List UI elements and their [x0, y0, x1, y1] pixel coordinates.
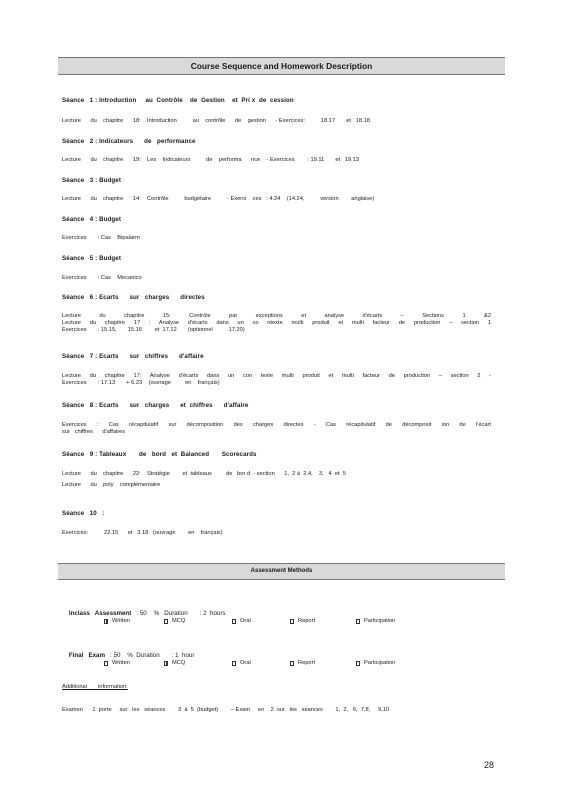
inclass-option-report[interactable]	[290, 618, 315, 624]
exam-description: Examen 1 porte sur les séances 3 à 5 (budget) – Exam en 2 sur les séances 1, 2, 6, 7,8, 9,10	[62, 707, 390, 713]
final-option-mcq[interactable]	[164, 660, 185, 666]
option-label: Participation	[364, 618, 396, 624]
option-label: Report	[298, 660, 316, 666]
seance-line: sur chiffres d'affaires	[62, 429, 126, 435]
checkbox-icon[interactable]	[290, 619, 294, 624]
option-label: MCQ	[172, 618, 186, 624]
seance-line: Exercices: 22.15 et 3.18 (ouvrage en français)	[62, 530, 223, 536]
seance-title: Séance 8 : Ecarts sur charges et chiffres d'affaire	[62, 402, 249, 409]
option-label: Written	[112, 660, 130, 666]
final-option-written[interactable]	[104, 660, 130, 666]
seance-title: Séance 3 : Budget	[62, 177, 121, 184]
seance-line: Lecture du chapitre 15: Contrôle par exceptions et analyse d'écarts – Sections 1 &2	[62, 313, 491, 319]
seance-title: Séance 5 : Budget	[62, 255, 121, 262]
inclass-assessment-label: Inclass Assessment	[68, 610, 132, 617]
seance-title: Séance 10 :	[62, 510, 105, 517]
checkbox-icon[interactable]	[356, 619, 360, 624]
inclass-assessment-detail: : 50 % Duration : 2 hours	[131, 610, 226, 617]
checkbox-icon[interactable]	[164, 661, 168, 666]
seance-title: Séance 9 : Tableaux de bord et Balanced Scorecards	[62, 451, 257, 458]
assessment-methods-header: Assessment Methods	[58, 563, 505, 580]
inclass-options	[0, 618, 565, 626]
seance-line: Lecture du chapitre 17: Analyse d'écarts dans un con texte multi produit et multi facteur de production – section 2 -	[62, 373, 491, 379]
seance-title: Séance 1 : Introduction au Contrôle de Gestion et Pri x de cession	[62, 97, 294, 104]
page-number: 28	[484, 760, 495, 770]
final-options	[0, 660, 565, 668]
inclass-option-oral[interactable]	[232, 618, 251, 624]
course-sequence-header: Course Sequence and Homework Description	[58, 57, 505, 75]
seance-line: Lecture du chapitre 18: Introduction au contrôle de gestion - Exercices: 18.17 et 18.18	[62, 118, 370, 124]
final-option-oral[interactable]	[232, 660, 251, 666]
checkbox-icon[interactable]	[164, 619, 168, 624]
option-label: Written	[112, 618, 130, 624]
option-label: MCQ	[172, 660, 186, 666]
checkbox-icon[interactable]	[356, 661, 360, 666]
inclass-option-written[interactable]	[104, 618, 130, 624]
seance-title: Séance 4 : Budget	[62, 216, 121, 223]
checkbox-icon[interactable]	[232, 661, 236, 666]
option-label: Oral	[240, 660, 251, 666]
seance-title: Séance 7 : Ecarts sur chiffres d'affaire	[62, 353, 204, 360]
final-exam-detail: : 50 % Duration : 1 hour	[105, 652, 195, 659]
checkbox-icon[interactable]	[290, 661, 294, 666]
checkbox-icon[interactable]	[104, 619, 108, 624]
seance-line: Exercices : 15.15, 15.16 et 17.12 (optionnel 17.20)	[62, 327, 245, 333]
inclass-option-participation[interactable]	[356, 618, 395, 624]
seance-line: Exercices : 17.13 + 6.23 (ouvrage en français)	[62, 380, 220, 386]
seance-line: Lecture du chapitre 19: Les Indicateurs de performa nce - Exercices : 19.11 et 19.13	[62, 157, 360, 163]
seance-line: Exercices : Cas récapitulatif sur décomposition des charges directes - Cas récapitulatif de décomposit ion de l'écart	[62, 422, 491, 428]
option-label: Oral	[240, 618, 251, 624]
seance-line: Lecture du chapitre 14: Contrôle budgétaire - Exerci ces : 4.24 (14.24, version anglaise)	[62, 196, 375, 202]
final-option-participation[interactable]	[356, 660, 395, 666]
checkbox-icon[interactable]	[232, 619, 236, 624]
seance-line: Lecture du chapitre 22: Stratégie et tableaux de bor d - section 1, 2 à 2.4, 3, 4 et 5	[62, 471, 346, 477]
seance-line: Exercices : Cas Bipalarm	[62, 235, 140, 241]
final-option-report[interactable]	[290, 660, 315, 666]
inclass-option-mcq[interactable]	[164, 618, 185, 624]
seance-title: Séance 2 : Indicateurs de performance	[62, 138, 196, 145]
seance-title: Séance 6 : Ecarts sur charges directes	[62, 294, 205, 301]
checkbox-icon[interactable]	[104, 661, 108, 666]
additional-information-label: Additional information:	[62, 684, 128, 690]
option-label: Participation	[364, 660, 396, 666]
seance-line: Lecture du poly complémentaire	[62, 482, 161, 488]
option-label: Report	[298, 618, 316, 624]
seance-line: Exercices : Cas Mecanico	[62, 275, 142, 281]
seance-line: Lecture du chapitre 17 : Analyse d'écarts dans un co ntexte multi produit et multi facteur de production – section 1	[62, 320, 491, 326]
final-exam-label: Final Exam	[68, 652, 105, 659]
